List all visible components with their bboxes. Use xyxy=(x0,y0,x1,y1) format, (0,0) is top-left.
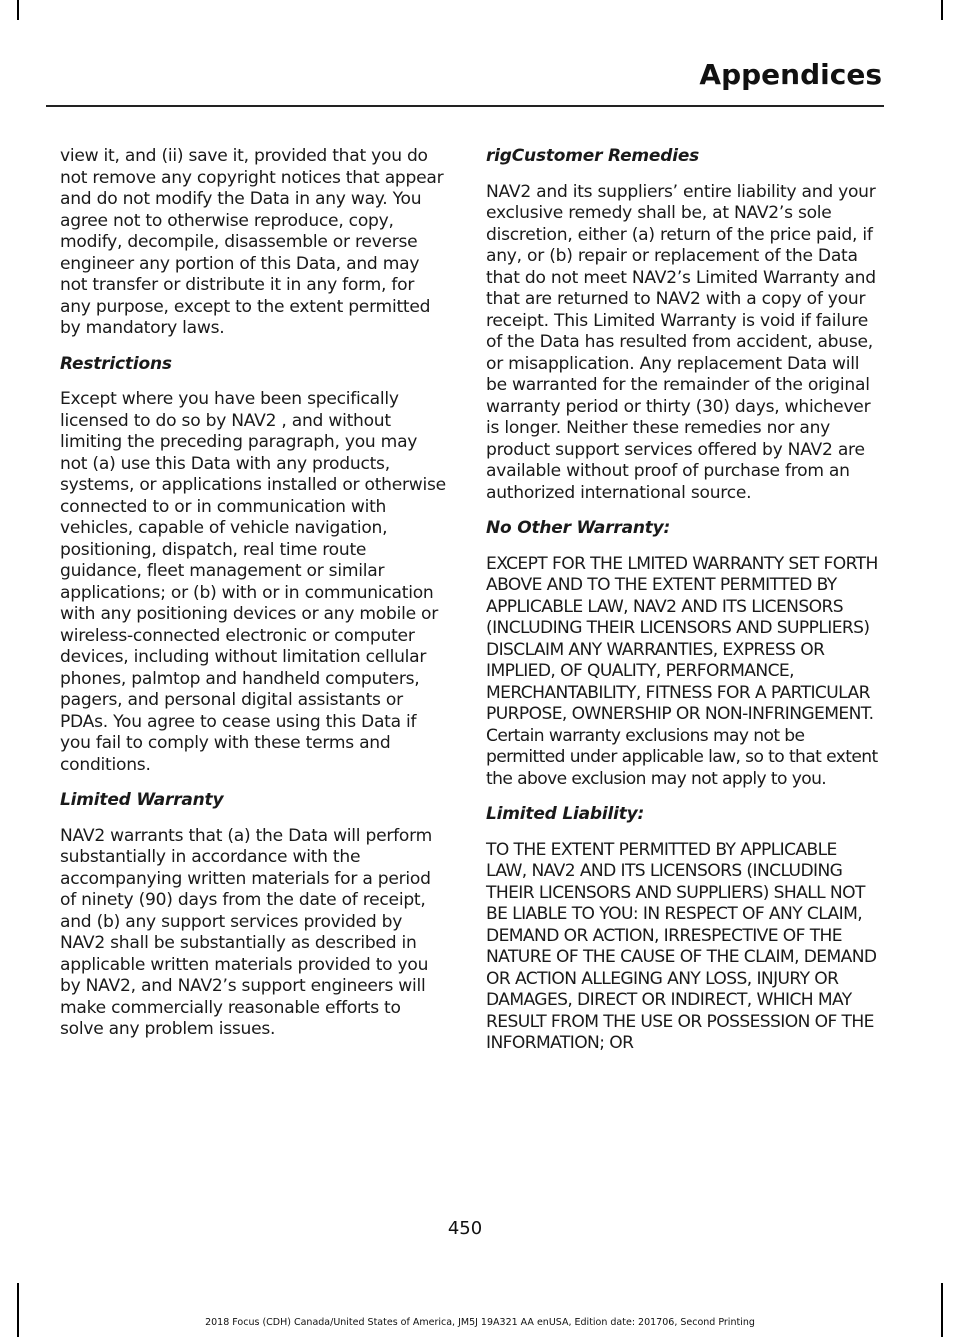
footer-edition-info: 2018 Focus (CDH) Canada/United States of America, JM5J 19A321 AA enUSA, Edition date: 201706, Second Printing xyxy=(205,1317,755,1328)
left-column xyxy=(60,146,448,1055)
page-section-title: Appendices xyxy=(699,58,882,91)
crop-mark-bottom-right-v xyxy=(941,1283,943,1337)
paragraph-limited-warranty: NAV2 warrants that (a) the Data will perform substantially in accordance with the accompanying written materials for a period of ninety (90) days from the date of receipt, and (b) any support services provided by NAV2 shall be substantially as described in applicable written materials provided to you by NAV2, and NAV2’s support engineers will make commercially reasonable efforts to solve any problem issues. xyxy=(60,825,432,1039)
heading-limited-liability: Limited Liability: xyxy=(486,804,645,824)
crop-mark-top-left-v xyxy=(17,0,19,20)
heading-limited-warranty: Limited Warranty xyxy=(60,790,224,810)
heading-no-other-warranty: No Other Warranty: xyxy=(486,518,671,538)
page-number: 450 xyxy=(447,1218,483,1239)
paragraph-customer-remedies: NAV2 and its suppliers’ entire liability and your exclusive remedy shall be, at NAV2’s sole discretion, either (a) return of the price paid, if any, or (b) repair or replacement of the Data that do not meet NAV2’s Limited Warranty and that are returned to NAV2 with a copy of your receipt. This Limited Warranty is void if failure of the Data has resulted from accident, abuse, or misapplication. Any replacement Data will be warranted for the remainder of the original warranty period or thirty (30) days, whichever is longer. Neither these remedies nor any product support services offered by NAV2 are available without proof of purchase from an authorized international source. xyxy=(486,181,876,503)
paragraph-limited-liability: TO THE EXTENT PERMITTED BY APPLICABLE LAW, NAV2 AND ITS LICENSORS (INCLUDING THEIR LICENSORS AND SUPPLIERS) SHALL NOT BE LIABLE TO YOU: IN RESPECT OF ANY CLAIM, DEMAND OR ACTION, IRRESPECTIVE OF THE NATURE OF THE CAUSE OF THE CLAIM, DEMAND OR ACTION ALLEGING ANY LOSS, INJURY OR DAMAGES, DIRECT OR INDIRECT, WHICH MAY RESULT FROM THE USE OR POSSESSION OF THE INFORMATION; OR xyxy=(486,839,877,1053)
header-divider xyxy=(46,105,884,107)
crop-mark-bottom-left-v xyxy=(17,1283,19,1337)
paragraph-restrictions: Except where you have been specifically licensed to do so by NAV2 , and without limiting the preceding paragraph, you may not (a) use this Data with any products, systems, or applications installed or otherwise connected to or in communication with vehicles, capable of vehicle navigation, positioning, dispatch, real time route guidance, fleet management or similar applications; or (b) with or in communication with any positioning devices or any mobile or wireless-connected electronic or computer devices, including without limitation cellular phones, palmtop and handheld computers, pagers, and personal digital assistants or PDAs. You agree to cease using this Data if you fail to comply with these terms and conditions. xyxy=(60,389,446,775)
right-column xyxy=(486,146,882,1069)
paragraph-data-use: view it, and (ii) save it, provided that you do not remove any copyright notices that appear and do not modify the Data in any way. You agree not to otherwise reproduce, copy, modify, decompile, disassemble or reverse engineer any portion of this Data, and may not transfer or distribute it in any form, for any purpose, except to the extent permitted by mandatory laws. xyxy=(60,146,444,338)
crop-mark-top-right-v xyxy=(941,0,943,20)
heading-customer-remedies: rigCustomer Remedies xyxy=(486,146,700,166)
paragraph-no-other-warranty: EXCEPT FOR THE LMITED WARRANTY SET FORTH ABOVE AND TO THE EXTENT PERMITTED BY APPLICABLE LAW, NAV2 AND ITS LICENSORS (INCLUDING THEIR LICENSORS AND SUPPLIERS) DISCLAIM ANY WARRANTIES, EXPRESS OR IMPLIED, OF QUALITY, PERFORMANCE, MERCHANTABILITY, FITNESS FOR A PARTICULAR PURPOSE, OWNERSHIP OR NON-INFRINGEMENT. Certain warranty exclusions may not be permitted under applicable law, so to that extent the above exclusion may not apply to you. xyxy=(486,553,878,789)
heading-restrictions: Restrictions xyxy=(60,353,172,374)
